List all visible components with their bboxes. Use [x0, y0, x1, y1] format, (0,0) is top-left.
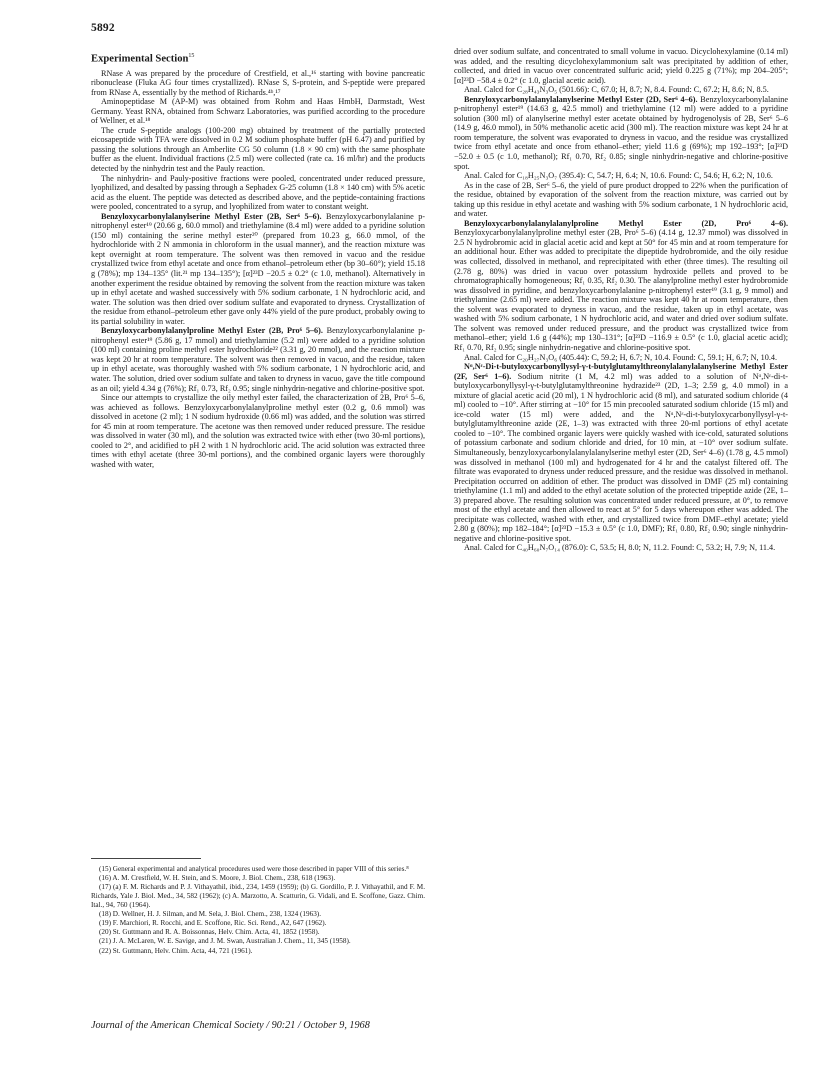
- footnote: (22) St. Guttmann, Helv. Chim. Acta, 44, 721 (1961).: [99, 946, 253, 955]
- paragraph-text: Benzyloxycarbonylalanine p-nitrophenyl ester¹⁹ (20.66 g, 60.0 mmol) and triethylamine (8.4 ml) were added to a pyridine solution (150 ml) containing the serine methyl ester²⁰ (prepared from 10.23 g, 66.0 mmol, of the hydrochloride with 2 N ammonia in chloroform in the usual manner), and the reaction mixture was kept overnight at room temperature. The solvent was then removed in vacuo and the residue crystallized twice from ethyl acetate and once from ethanol–petroleum ether (bp 30–60°); yield 15.18 g (78%); mp 134–135° (lit.²¹ mp 134–135°); [α]²³D −20.5 ± 0.2° (c 1.0, methanol). Alternatively in another experiment the residue obtained by removing the solvent from the reaction mixture was taken up in ethyl acetate and washed successively with 5% sodium carbonate, 1 N hydrochloric acid, and water. The solution was then dried over sodium sulfate and evaporated to dryness. Crystallization of the residue from ethanol–petroleum ether gave only 44% yield of the pure product, probably owing to its partial solubility in water.: [91, 211, 426, 326]
- left-column-paragraph: [91, 97, 425, 126]
- journal-footer: Journal of the American Chemical Society / 90:21 / October 9, 1968: [91, 1020, 370, 1031]
- right-column-paragraph: [454, 219, 788, 353]
- right-column: [454, 47, 788, 553]
- footnote-divider: [91, 858, 201, 859]
- paragraph-text: Anal. Calcd for C₁₈H₂₅N₃O₇ (395.4): C, 54.7; H, 6.4; N, 10.6. Found: C, 54.6; H, 6.2; N, 10.6.: [464, 171, 773, 181]
- footnote: (20) St. Guttmann and R. A. Boissonnas, Helv. Chim. Acta, 41, 1852 (1958).: [99, 928, 320, 937]
- paragraph-text: Benzyloxycarbonylalanylproline methyl ester (2B, Pro⁶ 5–6) (4.14 g, 12.37 mmol) was dissolved in 2.5 N hydrobromic acid in glacial acetic acid and kept at 50° for 45 min and at room temperature for an additional hour. Ether was added to precipitate the dipeptide hydrobromide, and the oily residue was collected, dissolved in methanol, and reprecipitated with ether (three times). The resulting oil (2.78 g, 80%) was dried in vacuo over potassium hydroxide pellets and proved to be chromatographically homogeneous; Rf₁ 0.35, Rf₂ 0.30. The alanylproline methyl ester hydrobromide was dissolved in pyridine, and benzyloxycarbonylalanine p-nitrophenyl ester¹⁹ (3.1 g, 9 mmol) and triethylamine (2.65 ml) were added. The reaction mixture was kept 40 hr at room temperature, then the solvent was evaporated to dryness in vacuo, and the residue, taken up in ethyl acetate, was washed with 5% sodium carbonate, 1 N hydrochloric acid, and water and dried over sodium sulfate. The solvent was removed under reduced pressure, and the product was crystallized twice from methanol–ether; yield 1.6 g (44%); mp 130–131°; [α]²³D −116.9 ± 0.5° (c 1.0, glacial acetic acid); Rf₁ 0.70, Rf₂ 0.95; single ninhydrin-negative and chlorine-positive spot.: [454, 228, 788, 352]
- section-footnote-ref: 15: [188, 53, 195, 59]
- paragraph-text: Since our attempts to crystallize the oily methyl ester failed, the characterization of 2B, Pro⁶ 5–6, was achieved as follows. Benzyloxycarbonylalanylproline methyl ester (0.2 g, 0.6 mmol) was dissolved in acetone (2 ml); 1 N sodium hydroxide (0.66 ml) was added, and the solution was stirred for 45 min at room temperature. The acetone was then removed under reduced pressure. The residue was dissolved in water (30 ml), and the solution was extracted twice with ether (two 30-ml portions), cooled to 2°, and acidified to pH 2 with 1 N hydrochloric acid. The acid solution was extracted three times with ethyl acetate (three 30-ml portions), and the combined organic layers were thoroughly washed with water,: [91, 393, 425, 469]
- left-column-paragraph: [91, 69, 425, 98]
- page-number: 5892: [91, 22, 115, 34]
- footnote: (17) (a) F. M. Richards and P. J. Vithayathil, ibid., 234, 1459 (1959); (b) G. Gordillo, P. J. Vithayathil, and F. M. Richards, Yale J. Biol. Med., 34, 582 (1962); (c) A. Marzotto, A. Scatturin, G. Vidali, and E. Scoffone, Gazz. Chim. Ital., 94, 760 (1964).: [91, 883, 425, 909]
- paragraph-text: Anal. Calcd for C₂₀H₂₇N₃O₆ (405.44): C, 59.2; H, 6.7; N, 10.4. Found: C, 59.1; H, 6.7; N, 10.4.: [464, 352, 778, 362]
- paragraph-text: dried over sodium sulfate, and concentrated to small volume in vacuo. Dicyclohexylamine (0.14 ml) was added, and the resulting dicyclohexylammonium salt was precipitated by addition of ether, collected, and dried in vacuo over concentrated sulfuric acid; yield 0.225 g (71%); mp 204–205°; [α]²³D −58.4 ± 0.2° (c 1.0, glacial acetic acid).: [454, 47, 788, 85]
- paragraph-text: The crude S-peptide analogs (100-200 mg) obtained by treatment of the partially protected eicosapeptide with TFA were dissolved in 0.2 M sodium phosphate buffer (pH 6.47) and purified by passing the solutions through an Amberlite CG 50 column (1.8 × 90 cm) with the same phosphate buffer as the eluent. Individual fractions (2.5 ml) were collected (rate ca. 16 ml/hr) and the products detected by the ninhydrin test and the Pauly reaction.: [91, 125, 425, 173]
- compound-heading: Benzyloxycarbonylalanylalanylserine Methyl Ester (2D, Ser⁶ 4–6).: [464, 94, 698, 104]
- paragraph-text: Anal. Calcd for C₂₈H₄₃N₃O₅ (501.66): C, 67.0; H, 8.7; N, 8.4. Found: C, 67.2; H, 8.6; N, 8.5.: [464, 85, 769, 95]
- paragraph-text: Benzyloxycarbonylalanine p-nitrophenyl ester¹⁹ (14.63 g, 42.5 mmol) and triethylamine (12 ml) were added to a pyridine solution (300 ml) of alanylserine methyl ester acetate obtained by hydrogenolysis of 2B, Ser⁶ 5–6 (14.9 g, 46.0 mmol), in 50% methanolic acetic acid (300 ml). The reaction mixture was kept 24 hr at room temperature, the solvent was evaporated to dryness in vacuo, and the residue was crystallized twice from ethyl acetate and once from ethanol–ether; yield 11.6 g (69%); mp 192–193°; [α]²³D −52.0 ± 0.5 (c 1.0, methanol); Rf₁ 0.70, Rf₂ 0.85; single ninhydrin-negative and chlorine-positive spot.: [454, 94, 789, 171]
- section-title: Experimental Section$^{15}$: [91, 53, 195, 65]
- paragraph-text: Aminopeptidase M (AP-M) was obtained from Rohm and Haas HmbH, Darmstadt, West Germany. Yeast RNA, obtained from Schwarz Laboratories, was purified according to the procedure of Wellner, et al.¹⁸: [91, 97, 425, 126]
- left-column-paragraph: [91, 174, 425, 212]
- right-column-paragraph: [454, 85, 788, 95]
- compound-heading: Benzyloxycarbonylalanylalanylproline Methyl Ester (2D, Pro⁶ 4–6).: [464, 218, 788, 228]
- compound-heading: Benzyloxycarbonylalanylproline Methyl Ester (2B, Pro⁶ 5–6).: [101, 326, 323, 336]
- footnote-list: [91, 865, 425, 955]
- footnote: (21) J. A. McLaren, W. E. Savige, and J. M. Swan, Australian J. Chem., 11, 345 (1958).: [99, 937, 351, 946]
- paragraph-text: RNase A was prepared by the procedure of Crestfield, et al.,¹⁶ starting with bovine pancreatic ribonuclease (Fluka AG four times crystallized). RNase S, S-protein, and S-peptide were prepared from RNase A, essentially by the method of Richards.⁴ᵇ,¹⁷: [91, 68, 425, 97]
- compound-heading: Benzyloxycarbonylalanylserine Methyl Ester (2B, Ser⁶ 5–6).: [101, 211, 322, 221]
- footnote: (16) A. M. Crestfield, W. H. Stein, and S. Moore, J. Biol. Chem., 238, 618 (1963).: [99, 874, 336, 883]
- footnote: (19) F. Marchiori, R. Rocchi, and E. Scoffone, Ric. Sci. Rend., A2, 647 (1962).: [99, 918, 327, 927]
- footnotes: [91, 858, 425, 956]
- paragraph-text: Anal. Calcd for C₄₀H₆₀N₇O₁₄ (876.0): C, 53.5; H, 8.0; N, 11.2. Found: C, 53.2; H, 7.9; N, 11.4.: [464, 543, 776, 553]
- left-column-body: [91, 69, 425, 470]
- right-column-paragraph: [454, 171, 788, 181]
- footnote: (18) D. Wellner, H. J. Silman, and M. Sela, J. Biol. Chem., 238, 1324 (1963).: [99, 909, 321, 918]
- paragraph-text: Sodium nitrite (1 M, 4.2 ml) was added to a solution of Nᵅ,Nᵋ-di-t-butyloxycarbonyllysyl-γ-t-butylglutamylthreonine hydrazide²³ (2D, 1–3; 2.59 g, 4.0 mmol) in a mixture of glacial acetic acid (20 ml), 1 N hydrochloric acid (8 ml), and saturated sodium chloride (4 ml) cooled to −10°. After stirring at −10° for 15 min precooled saturated sodium chloride (15 ml) and ice-cold water (15 ml) were added, and the Nᵅ,Nᵋ-di-t-butyloxycarbonyllysyl-γ-t-butylglutamylthreonine azide (2E, 1–3) was extracted with three 20-ml portions of ethyl acetate cooled to −10°. The combined organic layers were quickly washed with ice-cold, saturated solutions of potassium carbonate and sodium chloride and dried, for 10 min, at −10° over sodium sulfate. Simultaneously, benzyloxycarbonylalanylalanylserine methyl ester (2D, Ser⁶ 4–6) (1.78 g, 4.5 mmol) was dissolved in methanol (100 ml) and hydrogenated for 4 hr and the catalyst filtered off. The filtrate was evaporated to dryness under reduced pressure, and the residue was dissolved in methanol. Precipitation occurred on addition of ether. The product was dissolved in DMF (25 ml) containing triethylamine (1.1 ml) and added to the ethyl acetate solution of the protected tripeptide azide (2E, 1–3) prepared above. The resulting solution was concentrated under reduced pressure, at 0°, to remove most of the ethyl acetate and then allowed to react at 5° for 5 days whereupon ether was added. The precipitate was collected, washed with ether, and crystallized twice from DMF–ethyl acetate; yield 2.80 g (80%); mp 182–184°; [α]²³D −15.3 ± 0.5° (c 1.0, DMF); Rf₁ 0.80, Rf₂ 0.90; single ninhydrin-negative and chlorine-positive spot.: [454, 371, 788, 543]
- right-column-paragraph: [454, 543, 788, 553]
- right-column-paragraph: [454, 181, 788, 219]
- paragraph-text: The ninhydrin- and Pauly-positive fractions were pooled, concentrated under reduced pressure, lyophilized, and desalted by passing through a Sephadex G-25 column (1.8 × 140 cm) with 5% acetic acid as the eluent. The peptide was detected as described above, and the peptide-containing fractions were pooled, concentrated to a syrup, and lyophilized from water to constant weight.: [91, 173, 425, 212]
- footnote: (15) General experimental and analytical procedures used were those described in paper VIII of this series.⁸: [99, 865, 409, 873]
- compound-heading: Nᵅ,Nᵋ-Di-t-butyloxycarbonyllysyl-γ-t-butylglutamylthreonylalanylalanylserine Methyl Ester (2F, Ser⁶ 1–6).: [454, 362, 788, 381]
- right-column-paragraph: [454, 95, 788, 171]
- right-column-body: [454, 47, 788, 553]
- right-column-paragraph: [454, 362, 788, 543]
- left-column-paragraph: [91, 212, 425, 327]
- left-column-paragraph: [91, 326, 425, 393]
- left-column-paragraph: [91, 126, 425, 174]
- right-column-paragraph: [454, 353, 788, 363]
- paragraph-text: As in the case of 2B, Ser⁶ 5–6, the yield of pure product dropped to 22% when the purification of the residue, obtained by evaporation of the solvent from the reaction mixture, was carried out by taking up this residue in ethyl acetate and washing with 5% sodium carbonate, 1 N hydrochloric acid, and water.: [454, 180, 788, 219]
- paragraph-text: Benzyloxycarbonylalanine p-nitrophenyl ester¹⁹ (5.86 g, 17 mmol) and triethylamine (5.2 ml) were added to a pyridine solution (100 ml) containing proline methyl ester hydrochloride²² (3.31 g, 20 mmol), and the reaction mixture was kept 20 hr at room temperature. The solvent was then removed in vacuo, and the residue, taken up in ethyl acetate, was thoroughly washed with 5% sodium carbonate, 1 N hydrochloric acid, and water. The solution, dried over sodium sulfate and taken to dryness in vacuo, gave the title compound as an oil; yield 4.34 g (76%); Rf₁ 0.73, Rf₂ 0.95; single ninhydrin-negative and chlorine-positive spot.: [91, 326, 426, 393]
- left-column-paragraph: [91, 393, 425, 469]
- left-column: [91, 50, 425, 470]
- right-column-paragraph: [454, 47, 788, 85]
